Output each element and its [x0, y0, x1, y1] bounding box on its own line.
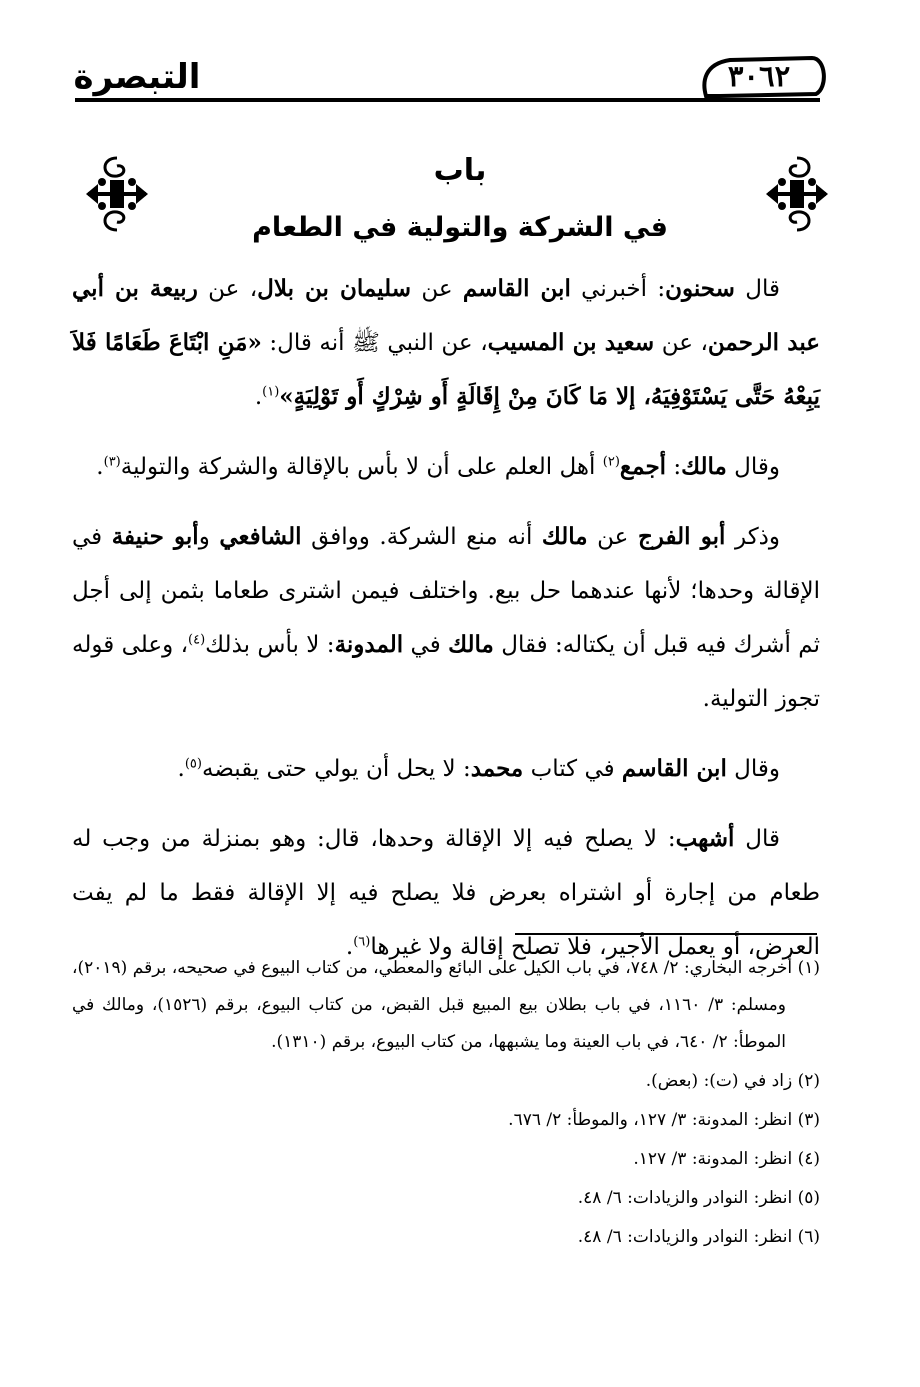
text-run: وقال — [726, 454, 780, 480]
text-run: : لا بأس بذلك — [205, 632, 335, 658]
text-run: و — [198, 524, 220, 550]
footnotes — [72, 950, 820, 1258]
bold-name: سليمان بن بلال — [257, 275, 411, 302]
text-run: وذكر — [725, 524, 780, 550]
body-paragraph — [72, 440, 820, 494]
footnote-marker: (٢) — [602, 454, 620, 470]
bold-name: ربيعة بن أبي عبد الرحمن — [72, 275, 821, 356]
footnote-item: (٤) انظر: المدونة: ٣/ ١٢٧. — [633, 1149, 820, 1169]
footnote-item: (٣) انظر: المدونة: ٣/ ١٢٧، والموطأ: ٢/ ٦٧٦. — [508, 1110, 820, 1130]
right-ornament-icon — [760, 152, 834, 236]
footnote-item: (١) أخرجه البخاري: ٢/ ٧٤٨، في باب الكيل على البائع والمعطي، من كتاب البيوع في صحيحه، برقم (٢٠١٩)، ومسلم: ٣/ ١١٦٠، في باب بطلان بيع المبيع قبل القبض، من كتاب البيوع، برقم (١٥٢٦)، ومالك في الموطأ: ٢/ ٦٤٠، في باب العينة وما يشبهها، من كتاب البيوع، برقم (١٣١٠). — [72, 958, 820, 1052]
bold-name: الشافعي — [219, 523, 302, 550]
header-rule — [75, 98, 820, 102]
bold-name: ابن القاسم — [462, 275, 571, 302]
body-paragraph — [72, 742, 820, 796]
footnote-separator — [515, 933, 817, 935]
text-run: في كتاب — [523, 756, 622, 782]
chapter-subtitle: في الشركة والتولية في الطعام — [252, 212, 668, 243]
footnote-marker: (١) — [262, 384, 280, 400]
bold-name: سعيد بن المسيب — [487, 329, 655, 356]
text-run: : لا يصلح فيه إلا الإقالة وحدها، قال: وهو بمنزلة من وجب له طعام من إجارة أو اشتراه بعرض فلا يصلح فيه إلا الإقالة فقط ما لم يفت العرض، أو يعمل الأجير، فلا تصلح إقالة ولا غيرها — [72, 826, 820, 960]
footnote-marker: (٣) — [103, 454, 121, 470]
bold-name: مالك — [448, 631, 494, 658]
text-run: ، عن — [197, 276, 258, 302]
body-paragraph — [72, 510, 820, 726]
text-run: في الإقالة وحدها؛ لأنها عندهما حل بيع. واختلف فيمن اشترى طعاما بثمن إلى أجل ثم أشرك فيه قبل أن يكتاله: فقال — [72, 524, 820, 658]
bold-name: أبو الفرج — [637, 523, 726, 550]
text-run: قال — [734, 276, 780, 302]
text-run: وقال — [726, 756, 780, 782]
bold-name: أبو حنيفة — [111, 523, 199, 550]
text-run: . — [96, 454, 104, 480]
text-run: ، عن النبي ﷺ أنه قال: — [261, 330, 488, 356]
bold-name: المدونة — [334, 631, 404, 658]
bold-name: «مَنِ ابْتَاعَ طَعَامًا فَلاَ يَبِعْهُ حَتَّى يَسْتَوْفِيَهُ، إلا مَا كَانَ مِنْ إِقَالَةٍ أَو شِرْكٍ أَو تَوْلِيَةٍ» — [72, 329, 820, 410]
text-run: . — [345, 934, 354, 960]
text-run: : — [666, 454, 682, 480]
text-run: عن — [410, 276, 463, 302]
text-run: قال — [734, 826, 781, 852]
text-run: . — [177, 756, 185, 782]
text-run: أهل العلم على أن لا بأس بالإقالة والشركة والتولية — [120, 454, 603, 480]
bold-name: مالك — [681, 453, 727, 480]
footnote-item: (٢) زاد في (ت): (بعض). — [645, 1071, 820, 1091]
running-book-title: التبصرة — [73, 57, 201, 97]
footnote-marker: (٥) — [184, 756, 202, 772]
body-text — [72, 262, 820, 990]
page-number: ٣٠٦٢ — [727, 59, 791, 93]
text-run: ، وعلى قوله تجوز التولية. — [72, 632, 820, 712]
footnote-marker: (٦) — [353, 934, 371, 950]
footnote-item: (٥) انظر: النوادر والزيادات: ٦/ ٤٨. — [577, 1188, 820, 1208]
bold-name: ابن القاسم — [621, 755, 727, 782]
footnote-marker: (٤) — [188, 632, 206, 648]
text-run: : أخبرني — [570, 276, 666, 302]
text-run: ، عن — [654, 330, 708, 356]
text-run: أنه منع الشركة. ووافق — [301, 524, 542, 550]
text-run: . — [254, 384, 263, 410]
text-run: عن — [587, 524, 638, 550]
text-run: : لا يحل أن يولي حتى يقبضه — [201, 756, 471, 782]
footnote-item: (٦) انظر: النوادر والزيادات: ٦/ ٤٨. — [577, 1227, 820, 1247]
bold-name: أجمع — [619, 453, 667, 480]
left-ornament-icon — [80, 152, 154, 236]
bold-name: مالك — [541, 523, 588, 550]
body-paragraph — [72, 262, 820, 424]
bold-name: محمد — [470, 755, 524, 782]
chapter-title: باب — [433, 153, 487, 188]
text-run: في — [403, 632, 449, 658]
bold-name: سحنون — [665, 275, 735, 302]
bold-name: أشهب — [675, 825, 735, 852]
